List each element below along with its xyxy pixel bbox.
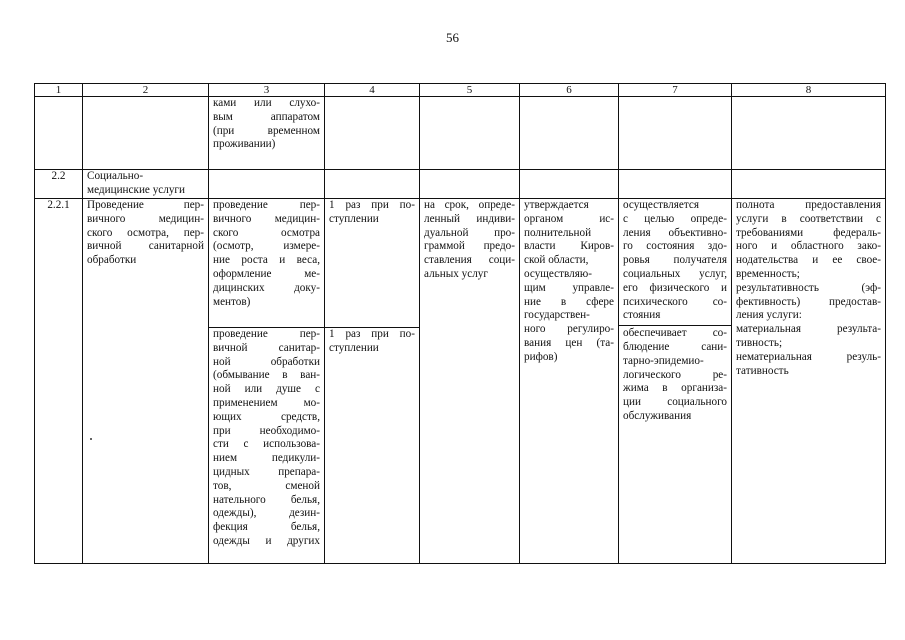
text-line: логического ре-	[623, 368, 727, 381]
text-line: тативность	[736, 364, 789, 377]
text-line: ступлении	[329, 212, 379, 225]
table-cell	[732, 170, 886, 199]
table-cell	[325, 97, 420, 170]
text-line: ками или слухо-	[213, 97, 320, 109]
text-line: ции социального	[623, 396, 727, 409]
text-line: психического со-	[623, 295, 727, 308]
text-line: граммой предо-	[424, 240, 515, 253]
table-cell	[619, 97, 732, 170]
text-line: при необходимо-	[213, 424, 320, 437]
quality-cell	[732, 199, 886, 564]
text-line: Социально-	[87, 170, 144, 182]
text-line: ления объективно-	[623, 226, 727, 239]
text-line: нием педикули-	[213, 452, 320, 465]
text-line: ние в сфере	[524, 295, 614, 308]
text-line: ного и областного зако-	[736, 240, 881, 253]
text-line: одежды), дезин-	[213, 507, 320, 520]
text-line: утверждается	[524, 199, 589, 211]
text-line: применением мо-	[213, 396, 320, 409]
text-line: проведение пер-	[213, 328, 320, 340]
text-line: вым аппаратом	[213, 110, 320, 123]
cell-divider	[619, 325, 731, 326]
section-title-cell	[83, 170, 209, 199]
header-cell: 1	[35, 84, 83, 97]
text-line: вания цен (та-	[524, 336, 614, 349]
text-line: требованиями федераль-	[736, 226, 881, 239]
table-row	[35, 199, 886, 328]
header-cell: 3	[209, 84, 325, 97]
text-line: ления услуги:	[736, 309, 802, 322]
text-line: власти Киров-	[524, 240, 614, 253]
text-line: обслуживания	[623, 409, 692, 422]
text-line: ленный индиви-	[424, 212, 515, 225]
text-line: результативность (эф-	[736, 281, 881, 294]
text-line: Проведение пер-	[87, 199, 204, 211]
table-cell	[35, 97, 83, 170]
table-row	[35, 97, 886, 170]
text-line: (обмывание в ван-	[213, 369, 320, 382]
text-line: ние роста и веса,	[213, 254, 320, 267]
text-line: нательного белья,	[213, 493, 320, 506]
text-line: проведение пер-	[213, 199, 320, 211]
text-line: осуществляется	[623, 199, 699, 211]
table-cell	[209, 170, 325, 199]
header-cell: 6	[520, 84, 619, 97]
frequency-cell	[325, 199, 420, 328]
text-line: социальных услуг,	[623, 267, 727, 280]
text-line: вичного медицин-	[213, 212, 320, 225]
table-cell	[520, 170, 619, 199]
text-line: 1 раз при по-	[329, 328, 415, 340]
text-line: рифов)	[524, 350, 558, 363]
text-line: сти с использова-	[213, 438, 320, 451]
text-line: ского осмотра, пер-	[87, 226, 204, 239]
text-line: го состояния здо-	[623, 240, 727, 253]
table-cell	[420, 97, 520, 170]
text-line: дуальной про-	[424, 226, 515, 239]
text-line: услуги в соответствии с	[736, 212, 881, 225]
services-table	[34, 83, 886, 564]
text-line: ного регулиро-	[524, 323, 614, 336]
text-line: щим управле-	[524, 281, 614, 294]
header-cell: 2	[83, 84, 209, 97]
text-line: нематериальная резуль-	[736, 350, 881, 363]
text-line: одежды и других	[213, 534, 320, 547]
text-line: (осмотр, измере-	[213, 240, 320, 253]
scan-speck	[90, 438, 92, 440]
text-line: обработки	[87, 254, 137, 267]
text-line: государствен-	[524, 309, 590, 322]
text-line: нодательства и ее свое-	[736, 254, 881, 267]
text-line: ровья получателя	[623, 254, 727, 267]
text-line: фекция белья,	[213, 521, 320, 534]
service-description-cell	[209, 199, 325, 328]
price-cell	[520, 199, 619, 564]
table-cell	[520, 97, 619, 170]
text-line: цидных препара-	[213, 465, 320, 478]
text-line: тов, сменой	[213, 479, 320, 492]
text-line: временность;	[736, 267, 800, 280]
text-line: вичной санитарной	[87, 240, 204, 253]
text-line: ментов)	[213, 295, 251, 308]
text-line: осуществляю-	[524, 267, 592, 280]
text-line: блюдение сани-	[623, 340, 727, 353]
service-name-cell	[83, 199, 209, 564]
text-line: ной или душе с	[213, 383, 320, 396]
text-line: полнота предоставления	[736, 199, 881, 211]
service-description-cell	[209, 328, 325, 564]
text-line: оформление ме-	[213, 267, 320, 280]
header-cell: 8	[732, 84, 886, 97]
text-line: ступлении	[329, 341, 379, 354]
purpose-cell	[619, 199, 732, 564]
text-line: ставления соци-	[424, 254, 515, 267]
text-line: фективность) предостав-	[736, 295, 881, 308]
table-cell	[83, 97, 209, 170]
header-cell: 7	[619, 84, 732, 97]
table-cell	[619, 170, 732, 199]
table-cell	[732, 97, 886, 170]
text-line: жима в организа-	[623, 382, 727, 395]
table-cell	[325, 170, 420, 199]
text-line: 1 раз при по-	[329, 199, 415, 211]
header-cell: 5	[420, 84, 520, 97]
header-cell: 4	[325, 84, 420, 97]
table-cell	[209, 97, 325, 170]
text-line: (при временном	[213, 124, 320, 137]
term-cell	[420, 199, 520, 564]
text-line: ской области,	[524, 254, 589, 267]
text-line: проживании)	[213, 138, 276, 151]
text-line: материальная результа-	[736, 323, 881, 336]
text-line: обеспечивает со-	[623, 327, 727, 340]
row-number: 2.2	[35, 170, 83, 199]
text-line: вичного медицин-	[87, 212, 204, 225]
text-line: ского осмотра	[213, 226, 320, 239]
text-line: дицинских доку-	[213, 281, 320, 294]
text-line: его физического и	[623, 281, 727, 294]
text-line: вичной санитар-	[213, 341, 320, 354]
table-cell	[420, 170, 520, 199]
text-line: органом ис-	[524, 212, 614, 225]
text-line: с целью опреде-	[623, 212, 727, 225]
row-number: 2.2.1	[35, 199, 83, 564]
page-number: 56	[446, 30, 459, 45]
text-line: ющих средств,	[213, 410, 320, 423]
text-line: полнительной	[524, 226, 592, 239]
text-line: альных услуг	[424, 267, 488, 280]
text-line: на срок, опреде-	[424, 199, 515, 211]
frequency-cell	[325, 328, 420, 564]
text-line: тивность;	[736, 336, 783, 349]
table-row	[35, 170, 886, 199]
text-line: медицинские услуги	[87, 183, 185, 196]
text-line: тарно-эпидемио-	[623, 354, 704, 367]
text-line: стояния	[623, 309, 661, 322]
table-header-row	[35, 84, 886, 97]
text-line: ной обработки	[213, 355, 320, 368]
